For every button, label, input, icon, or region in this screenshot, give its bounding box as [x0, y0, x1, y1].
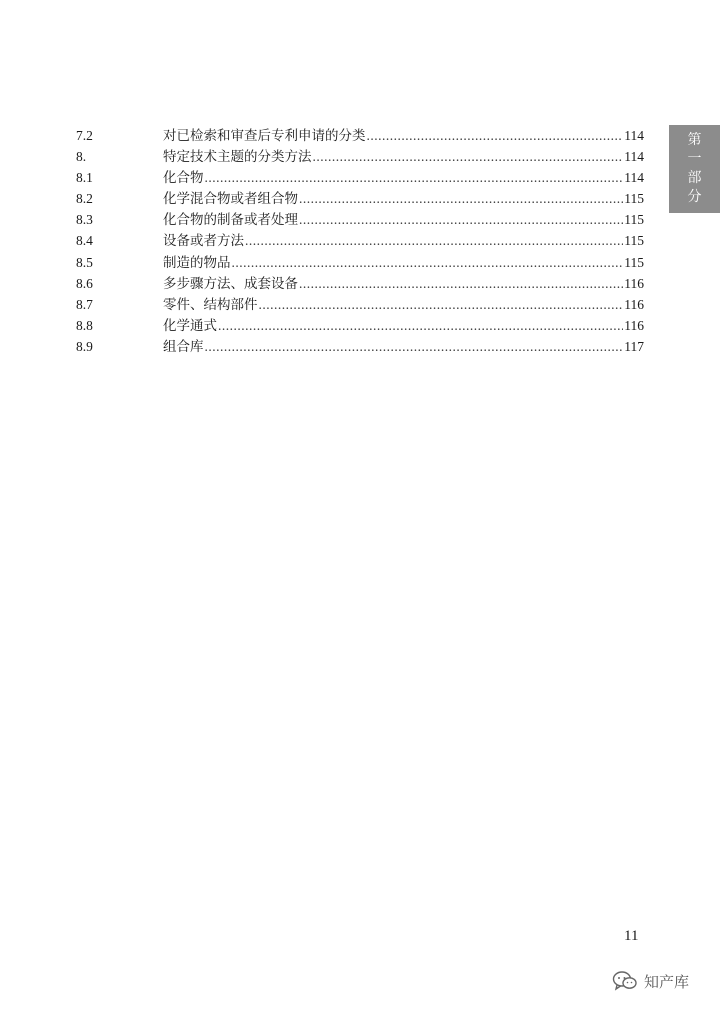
- toc-entry[interactable]: [76, 273, 644, 294]
- toc-entry-number: 8.: [76, 149, 87, 165]
- toc-entry-title: 化学通式: [163, 317, 217, 333]
- toc-entry[interactable]: [76, 230, 644, 251]
- side-tab-char: 部: [687, 170, 702, 186]
- toc-leader-dots: [299, 188, 623, 209]
- toc-entry-title: 化合物的制备或者处理: [163, 212, 298, 228]
- toc-entry-title: 零件、结构部件: [163, 296, 258, 312]
- toc-entry-number: 7.2: [76, 128, 93, 143]
- toc-entry-page: 116: [624, 296, 644, 312]
- toc-entry[interactable]: [76, 336, 644, 357]
- toc-entry-page: 115: [624, 212, 644, 228]
- toc-entry-title: 对已检索和审查后专利申请的分类: [163, 128, 366, 143]
- page-number: 11: [624, 928, 639, 944]
- toc-entry[interactable]: [76, 188, 644, 209]
- side-tab-char: 分: [687, 189, 702, 205]
- toc-entry-number: 8.1: [76, 170, 93, 186]
- toc-entry-title: 特定技术主题的分类方法: [163, 149, 312, 165]
- toc-entry-title: 化学混合物或者组合物: [163, 191, 298, 207]
- toc-entry-page: 114: [624, 149, 644, 165]
- toc-entry-page: 116: [624, 275, 644, 291]
- toc-entry-title: 组合库: [163, 338, 204, 354]
- toc-entry[interactable]: [76, 252, 644, 273]
- part-side-tab: [669, 125, 720, 213]
- toc-entry[interactable]: [76, 146, 644, 167]
- toc-entry-page: 114: [624, 170, 644, 186]
- toc-entry-page: 117: [624, 338, 644, 354]
- toc-entry-page: 115: [624, 191, 644, 207]
- toc-leader-dots: [245, 230, 623, 251]
- watermark: [612, 970, 689, 992]
- toc-entry[interactable]: [76, 167, 644, 188]
- table-of-contents: [76, 125, 644, 357]
- toc-leader-dots: [367, 125, 624, 146]
- toc-entry-page: 116: [624, 317, 644, 333]
- toc-entry-page: 114: [624, 128, 644, 143]
- toc-leader-dots: [205, 167, 624, 188]
- toc-leader-dots: [299, 273, 623, 294]
- toc-entry-title: 化合物: [163, 170, 204, 186]
- watermark-text: 知产库: [644, 972, 690, 991]
- toc-entry-title: 多步骤方法、成套设备: [163, 275, 298, 291]
- toc-entry-number: 8.9: [76, 338, 93, 354]
- toc-leader-dots: [218, 315, 623, 336]
- side-tab-char: 一: [687, 151, 702, 167]
- toc-entry-number: 8.8: [76, 317, 93, 333]
- toc-leader-dots: [259, 294, 624, 315]
- toc-leader-dots: [299, 209, 623, 230]
- toc-entry-number: 8.2: [76, 191, 93, 207]
- toc-leader-dots: [313, 146, 624, 167]
- toc-entry-page: 115: [624, 254, 644, 270]
- toc-entry[interactable]: [76, 209, 644, 230]
- toc-leader-dots: [232, 252, 624, 273]
- toc-entry[interactable]: [76, 125, 644, 146]
- toc-entry-number: 8.6: [76, 275, 93, 291]
- toc-leader-dots: [205, 336, 624, 357]
- toc-entry-number: 8.7: [76, 296, 93, 312]
- toc-entry[interactable]: [76, 315, 644, 336]
- wechat-icon: [612, 970, 638, 992]
- toc-entry-title: 制造的物品: [163, 254, 231, 270]
- toc-entry[interactable]: [76, 294, 644, 315]
- side-tab-char: 第: [687, 132, 702, 148]
- toc-entry-page: 115: [624, 233, 644, 249]
- toc-entry-number: 8.3: [76, 212, 93, 228]
- toc-entry-number: 8.4: [76, 233, 93, 249]
- toc-entry-number: 8.5: [76, 254, 93, 270]
- toc-entry-title: 设备或者方法: [163, 233, 244, 249]
